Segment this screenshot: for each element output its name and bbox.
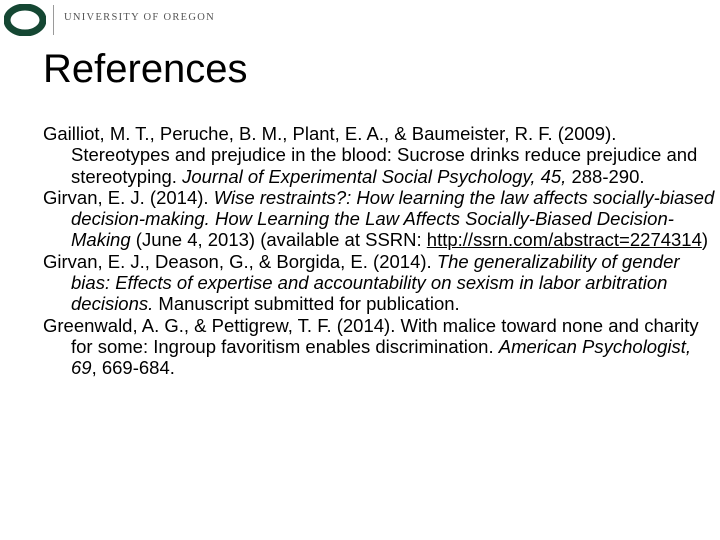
reference-pages: , 669-684. (91, 357, 175, 379)
reference-journal: American Psychologist, 69 (71, 335, 692, 379)
ssrn-link[interactable]: http://ssrn.com/abstract=2274314 (426, 229, 702, 251)
logo-divider (53, 5, 54, 35)
oregon-o-logo (4, 4, 46, 36)
reference-close: ) (701, 229, 709, 251)
reference-text: Gailliot, M. T., Peruche, B. M., Plant, E. A., & Baumeister, R. F. (2009). Stereotypes and prejudice in the blood: Sucrose drinks reduce prejudice and stereotyping. (43, 123, 698, 187)
university-name: UNIVERSITY OF OREGON (64, 12, 216, 23)
reference-note: Manuscript submitted for publication. (153, 293, 460, 315)
reference-pages: 288-290. (566, 165, 645, 187)
page-title: References (43, 47, 248, 91)
reference-date: (June 4, 2013) (available at SSRN: (130, 229, 427, 251)
reference-item (43, 315, 715, 379)
reference-title: The generalizability of gender bias: Effects of expertise and accountability on sexism in labor arbitration decisions. (71, 250, 680, 315)
reference-text: Girvan, E. J. (2014). (43, 186, 214, 208)
reference-item (43, 123, 715, 187)
reference-text: Greenwald, A. G., & Pettigrew, T. F. (2014). With malice toward none and charity for some: Ingroup favoritism enables discrimination. (43, 314, 699, 357)
reference-list (43, 123, 715, 379)
header (0, 0, 720, 40)
reference-item (43, 251, 715, 315)
reference-text: Girvan, E. J., Deason, G., & Borgida, E. (2014). (43, 250, 437, 272)
reference-title: Wise restraints?: How learning the law affects socially-biased decision-making. How Learning the Law Affects Socially-Biased Decision-Making (71, 186, 715, 251)
reference-journal: Journal of Experimental Social Psychology, 45, (182, 165, 567, 187)
reference-item (43, 187, 715, 251)
